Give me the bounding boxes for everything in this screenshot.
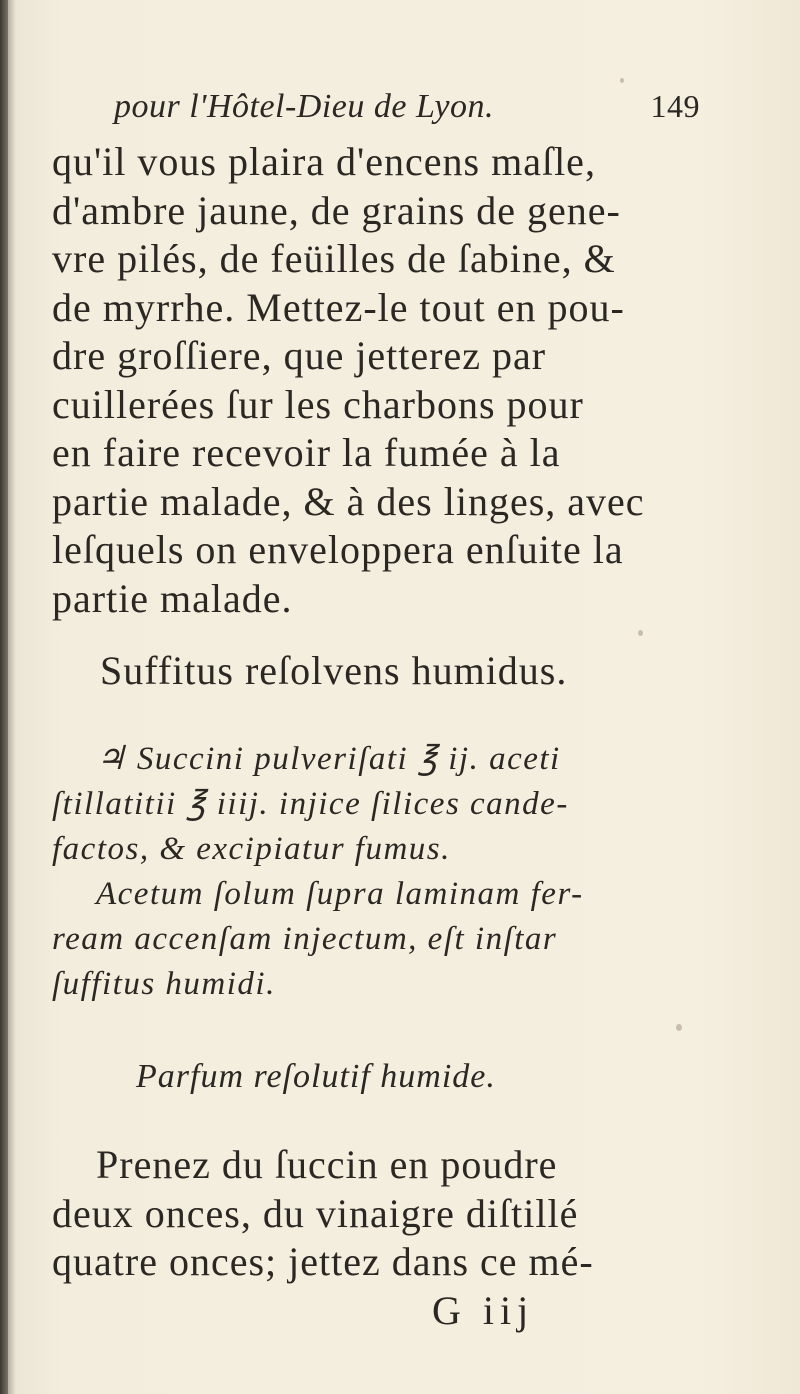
- paragraph-line: de myrrhe. Mettez-le tout en pou-: [52, 284, 625, 330]
- paragraph-line: partie malade, & à des linges, avec: [52, 478, 645, 524]
- page-number: 149: [650, 88, 700, 124]
- note-line: ſuffitus humidi.: [52, 966, 276, 1002]
- paragraph-line: qu'il vous plaira d'encens maſle,: [52, 139, 596, 184]
- paper-speck: [620, 78, 624, 83]
- latin-recipe: [52, 737, 692, 872]
- paragraph-line: leſquels on enveloppera enſuite la: [52, 527, 624, 572]
- page-text-block: [52, 88, 700, 1335]
- paragraph-line: dre groſſiere, que jetterez par: [52, 333, 547, 378]
- running-head-title: pour l'Hôtel-Dieu de Lyon.: [114, 88, 494, 125]
- note-line: ream accenſam injectum, eſt inſtar: [52, 921, 558, 957]
- french-heading: Parfum reſolutif humide.: [136, 1058, 496, 1095]
- recipe-line: ♃ Succini pulveriſati ℥ ij. aceti: [96, 741, 561, 777]
- paragraph-line: vre pilés, de feüilles de ſabine, &: [52, 236, 616, 281]
- paragraph-line: partie malade.: [52, 575, 293, 621]
- page-spine-shadow: [0, 0, 8, 1394]
- recipe-line: ſtillatitii ℥ iiij. injice ſilices cande-: [52, 786, 569, 822]
- running-head: [114, 88, 700, 138]
- note-line: Acetum ſolum ſupra laminam fer-: [96, 876, 584, 912]
- latin-note: [52, 872, 692, 1007]
- paragraph-line: d'ambre jaune, de grains de gene-: [52, 187, 621, 233]
- latin-heading: Suffitus reſolvens humidus.: [100, 648, 568, 693]
- paragraph-line: deux onces, du vinaigre diſtillé: [52, 1190, 579, 1236]
- recipe-line: factos, & excipiatur fumus.: [52, 831, 451, 867]
- paragraph-line: en faire recevoir la fumée à la: [52, 430, 561, 475]
- paragraph-line: quatre onces; jettez dans ce mé-: [52, 1239, 594, 1284]
- paragraph-line: cuillerées ſur les charbons pour: [52, 381, 584, 427]
- signature-mark: G iij: [432, 1287, 535, 1333]
- paragraph-2: [52, 1141, 692, 1287]
- paragraph-line: Prenez du ſuccin en poudre: [96, 1142, 558, 1187]
- paragraph-1: [52, 138, 692, 623]
